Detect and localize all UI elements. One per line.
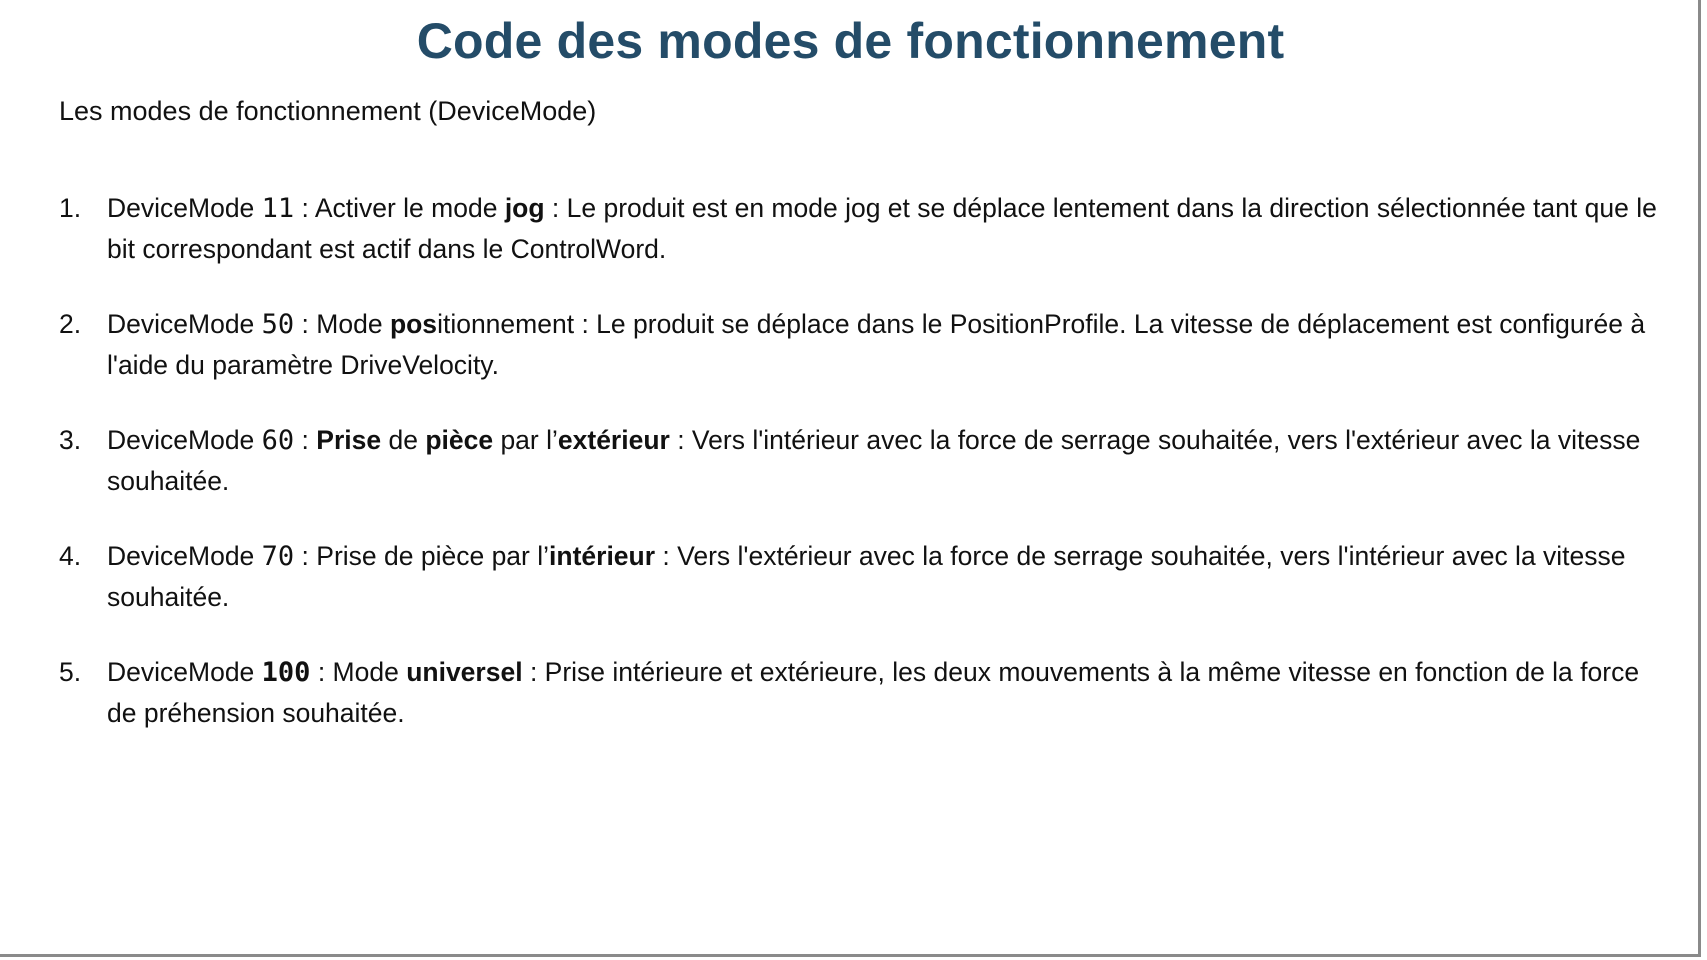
mode-prefix: DeviceMode [107, 309, 255, 339]
mode-description: : Le produit est en mode jog et se déplace lentement dans la direction sélectionnée tant que le bit correspondant est actif dans le ControlWord. [107, 193, 1657, 264]
list-item-mode-60 [59, 420, 1659, 501]
mode-description: : Vers l'intérieur avec la force de serrage souhaitée, vers l'extérieur avec la vitesse souhaitée. [107, 425, 1641, 496]
mode-keyword: Prise [316, 425, 382, 455]
list-item-mode-70 [59, 536, 1659, 617]
mode-keyword: jog [504, 193, 545, 223]
mode-code: 11 [261, 193, 295, 224]
list-item-mode-50 [59, 304, 1659, 385]
mode-text: par l’ [493, 425, 558, 455]
list-item-number: 4. [59, 541, 82, 571]
mode-keyword: pièce [425, 425, 494, 455]
mode-separator: : Activer le mode [294, 193, 505, 223]
mode-keyword-rest: itionnement [437, 309, 575, 339]
mode-text: de [381, 425, 426, 455]
mode-description: : Le produit se déplace dans le PositionProfile. La vitesse de déplacement est configurée à l'aide du paramètre DriveVelocity. [107, 309, 1646, 380]
device-mode-list [59, 188, 1659, 768]
list-item-mode-100 [59, 652, 1659, 733]
mode-code: 50 [261, 309, 295, 340]
mode-keyword: pos [389, 309, 438, 339]
page-title: Code des modes de fonctionnement [416, 13, 1285, 69]
mode-prefix: DeviceMode [107, 541, 255, 571]
mode-prefix: DeviceMode [107, 657, 255, 687]
mode-keyword: universel [406, 657, 523, 687]
mode-description: : Prise intérieure et extérieure, les deux mouvements à la même vitesse en fonction de la force de préhension souhaitée. [107, 657, 1640, 728]
mode-separator: : Mode [310, 657, 407, 687]
subtitle: Les modes de fonctionnement (DeviceMode) [59, 96, 597, 126]
list-item-number: 1. [59, 193, 82, 223]
mode-prefix: DeviceMode [107, 193, 255, 223]
mode-code: 60 [261, 425, 295, 456]
mode-prefix: DeviceMode [107, 425, 255, 455]
mode-keyword: intérieur [549, 541, 656, 571]
list-item-number: 5. [59, 657, 82, 687]
list-item-number: 3. [59, 425, 82, 455]
mode-separator: : Mode [294, 309, 390, 339]
mode-keyword: extérieur [557, 425, 670, 455]
mode-separator: : [294, 425, 317, 455]
list-item-mode-11 [59, 188, 1659, 269]
mode-separator: : Prise de pièce par l’ [294, 541, 550, 571]
mode-code: 70 [261, 541, 295, 572]
mode-code: 100 [261, 657, 311, 688]
list-item-number: 2. [59, 309, 82, 339]
mode-description: : Vers l'extérieur avec la force de serrage souhaitée, vers l'intérieur avec la vitesse souhaitée. [107, 541, 1626, 612]
